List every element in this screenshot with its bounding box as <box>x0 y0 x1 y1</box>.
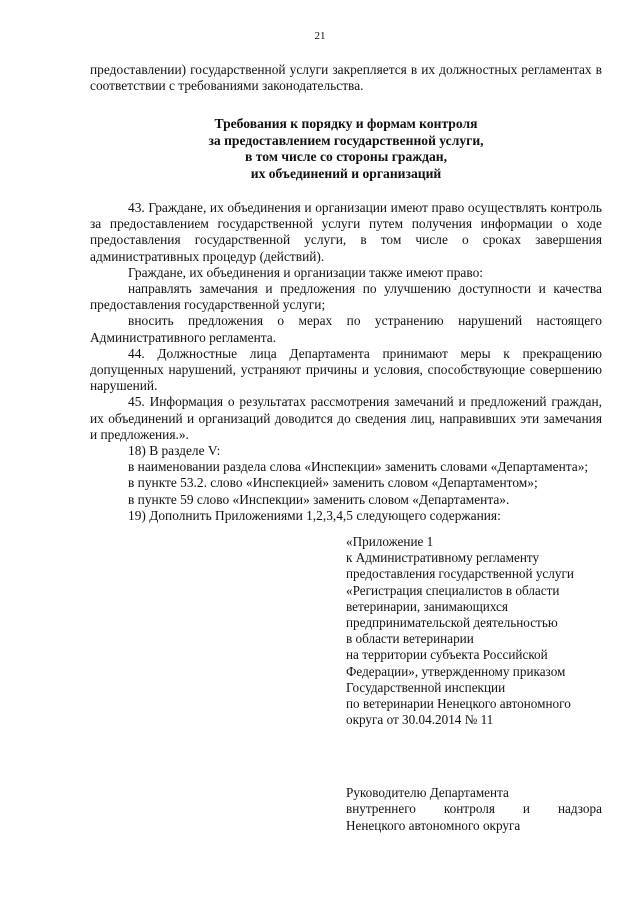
appendix-line: округа от 30.04.2014 № 11 <box>346 712 494 728</box>
appendix-line: в области ветеринарии <box>346 631 474 647</box>
section-heading <box>90 116 602 182</box>
addressee-word: надзора <box>558 801 602 817</box>
addressee-word: контроля <box>443 801 495 817</box>
section-heading-line: в том числе со стороны граждан, <box>244 149 448 165</box>
page-number: 21 <box>314 30 326 42</box>
paragraph-rights-intro: Граждане, их объединения и организации также имеют право: <box>128 264 483 280</box>
appendix-header <box>346 534 606 728</box>
appendix-line: предоставления государственной услуги <box>346 566 574 582</box>
section-heading-line: за предоставлением государственной услуги, <box>208 132 484 148</box>
addressee-line: Руководителю Департамента <box>346 785 509 800</box>
paragraph-item-18-b: в пункте 53.2. слово «Инспекцией» заменить словом «Департаментом»; <box>128 475 538 491</box>
appendix-line: ветеринарии, занимающихся <box>346 598 508 614</box>
document-body <box>90 62 602 524</box>
appendix-line: предпринимательской деятельностью <box>346 615 558 631</box>
paragraph-item-18-a: в наименовании раздела слова «Инспекции» заменить словами «Департамента»; <box>128 459 589 475</box>
paragraph-right-2: вносить предложения о мерах по устранению нарушений настоящего Административного регламента. <box>90 313 602 345</box>
section-heading-line: Требования к порядку и формам контроля <box>214 116 478 132</box>
appendix-line: «Регистрация специалистов в области <box>346 582 560 598</box>
addressee-word: и <box>522 801 530 817</box>
addressee-line <box>346 801 602 817</box>
appendix-line: на территории субъекта Российской <box>346 647 548 663</box>
addressee-line: Ненецкого автономного округа <box>346 817 521 833</box>
paragraph-item-18: 18) В разделе V: <box>128 443 221 459</box>
section-heading-line: их объединений и организаций <box>250 165 442 181</box>
appendix-line: Федерации», утвержденному приказом <box>346 663 566 679</box>
paragraph-44: 44. Должностные лица Департамента принимают меры к прекращению допущенных нарушений, устраняют причины и условия, способствующие совершению нарушений. <box>90 345 602 394</box>
intro-paragraph: предоставлении) государственной услуги закрепляется в их должностных регламентах в соответствии с требованиями законодательства. <box>90 62 602 94</box>
appendix-line: к Административному регламенту <box>346 550 540 566</box>
paragraph-45: 45. Информация о результатах рассмотрения замечаний и предложений граждан, их объединений и организаций доводится до сведения лиц, направивших эти замечания и предложения.». <box>90 394 602 442</box>
appendix-line: Государственной инспекции <box>346 679 506 695</box>
paragraph-43: 43. Граждане, их объединения и организации имеют право осуществлять контроль за предоставлением государственной услуги путем получения информации о ходе предоставления государственной услуги, в том числе о сроках завершения административных процедур (действий). <box>90 200 602 264</box>
paragraph-item-19: 19) Дополнить Приложениями 1,2,3,4,5 следующего содержания: <box>128 507 501 523</box>
paragraph-item-18-c: в пункте 59 слово «Инспекции» заменить словом «Департамента». <box>128 491 510 507</box>
addressee-word: внутреннего <box>346 801 416 817</box>
paragraph-right-1: направлять замечания и предложения по улучшению доступности и качества предоставления государственной услуги; <box>90 281 602 313</box>
appendix-line: по ветеринарии Ненецкого автономного <box>346 696 571 712</box>
appendix-line: «Приложение 1 <box>346 534 434 549</box>
addressee-block <box>346 785 602 834</box>
